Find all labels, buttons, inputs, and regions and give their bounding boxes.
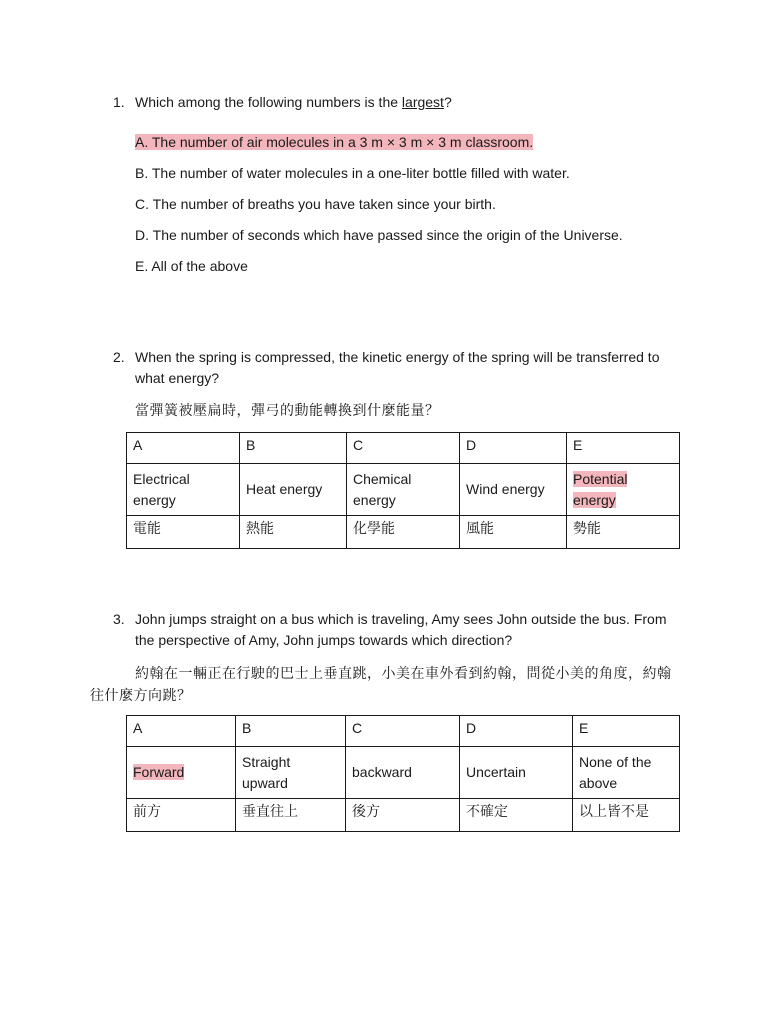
table-cell: Uncertain <box>460 747 573 799</box>
table-header-row <box>127 716 680 747</box>
option-e: E. All of the above <box>135 258 248 274</box>
table-row-english <box>127 747 680 799</box>
table-cell: Straight upward <box>236 747 346 799</box>
table-cell: Wind energy <box>460 464 567 516</box>
option-c: C. The number of breaths you have taken since your birth. <box>135 196 496 212</box>
question-3-chinese: 約翰在一輛正在行駛的巴士上垂直跳，小美在車外看到約翰，問從小美的角度，約翰往什麼方向跳？ <box>90 665 672 703</box>
table-cell: E <box>573 716 680 747</box>
table-row-chinese <box>127 516 680 549</box>
question-2-chinese: 當彈簧被壓扁時，彈弓的動能轉換到什麼能量？ <box>135 402 440 418</box>
table-cell: C <box>346 716 460 747</box>
highlighted-answer: Forward <box>133 764 185 780</box>
table-cell: 前方 <box>127 799 236 832</box>
table-cell: Electrical energy <box>127 464 240 516</box>
answer-table-3 <box>126 715 680 832</box>
table-cell: B <box>236 716 346 747</box>
table-row-english <box>127 464 680 516</box>
table-cell: backward <box>346 747 460 799</box>
table-cell <box>127 747 236 799</box>
option-a <box>135 132 533 153</box>
answer-table-2 <box>126 432 680 549</box>
table-cell: B <box>240 433 347 464</box>
highlighted-answer: Potential energy <box>573 470 628 508</box>
table-header-row <box>127 433 680 464</box>
table-cell: 熱能 <box>240 516 347 549</box>
underlined-word: largest <box>401 94 444 110</box>
table-cell <box>567 464 680 516</box>
table-cell: 不確定 <box>460 799 573 832</box>
table-cell: 以上皆不是 <box>573 799 680 832</box>
table-cell: C <box>347 433 460 464</box>
question-number: 3. <box>113 611 125 627</box>
table-cell: None of the above <box>573 747 680 799</box>
question-number: 2. <box>113 349 125 365</box>
table-cell: 垂直往上 <box>236 799 346 832</box>
table-cell: 勢能 <box>567 516 680 549</box>
question-text: When the spring is compressed, the kinetic energy of the spring will be transferred to what energy? <box>135 349 660 386</box>
question-text: John jumps straight on a bus which is traveling, Amy sees John outside the bus. From the perspective of Amy, John jumps towards which direction? <box>135 611 667 648</box>
table-cell: A <box>127 433 240 464</box>
option-b: B. The number of water molecules in a one-liter bottle filled with water. <box>135 165 570 181</box>
question-text-end: ? <box>443 94 452 110</box>
table-cell: 電能 <box>127 516 240 549</box>
table-cell: Heat energy <box>240 464 347 516</box>
table-cell: 風能 <box>460 516 567 549</box>
table-row-chinese <box>127 799 680 832</box>
table-cell: D <box>460 716 573 747</box>
question-text: Which among the following numbers is the <box>135 94 402 110</box>
option-d: D. The number of seconds which have passed since the origin of the Universe. <box>135 227 623 243</box>
table-cell: E <box>567 433 680 464</box>
table-cell: D <box>460 433 567 464</box>
table-cell: 化學能 <box>347 516 460 549</box>
table-cell: 後方 <box>346 799 460 832</box>
table-cell: Chemical energy <box>347 464 460 516</box>
table-cell: A <box>127 716 236 747</box>
question-number: 1. <box>113 94 125 110</box>
highlighted-answer: A. The number of air molecules in a 3 m × 3 m × 3 m classroom. <box>135 134 534 150</box>
